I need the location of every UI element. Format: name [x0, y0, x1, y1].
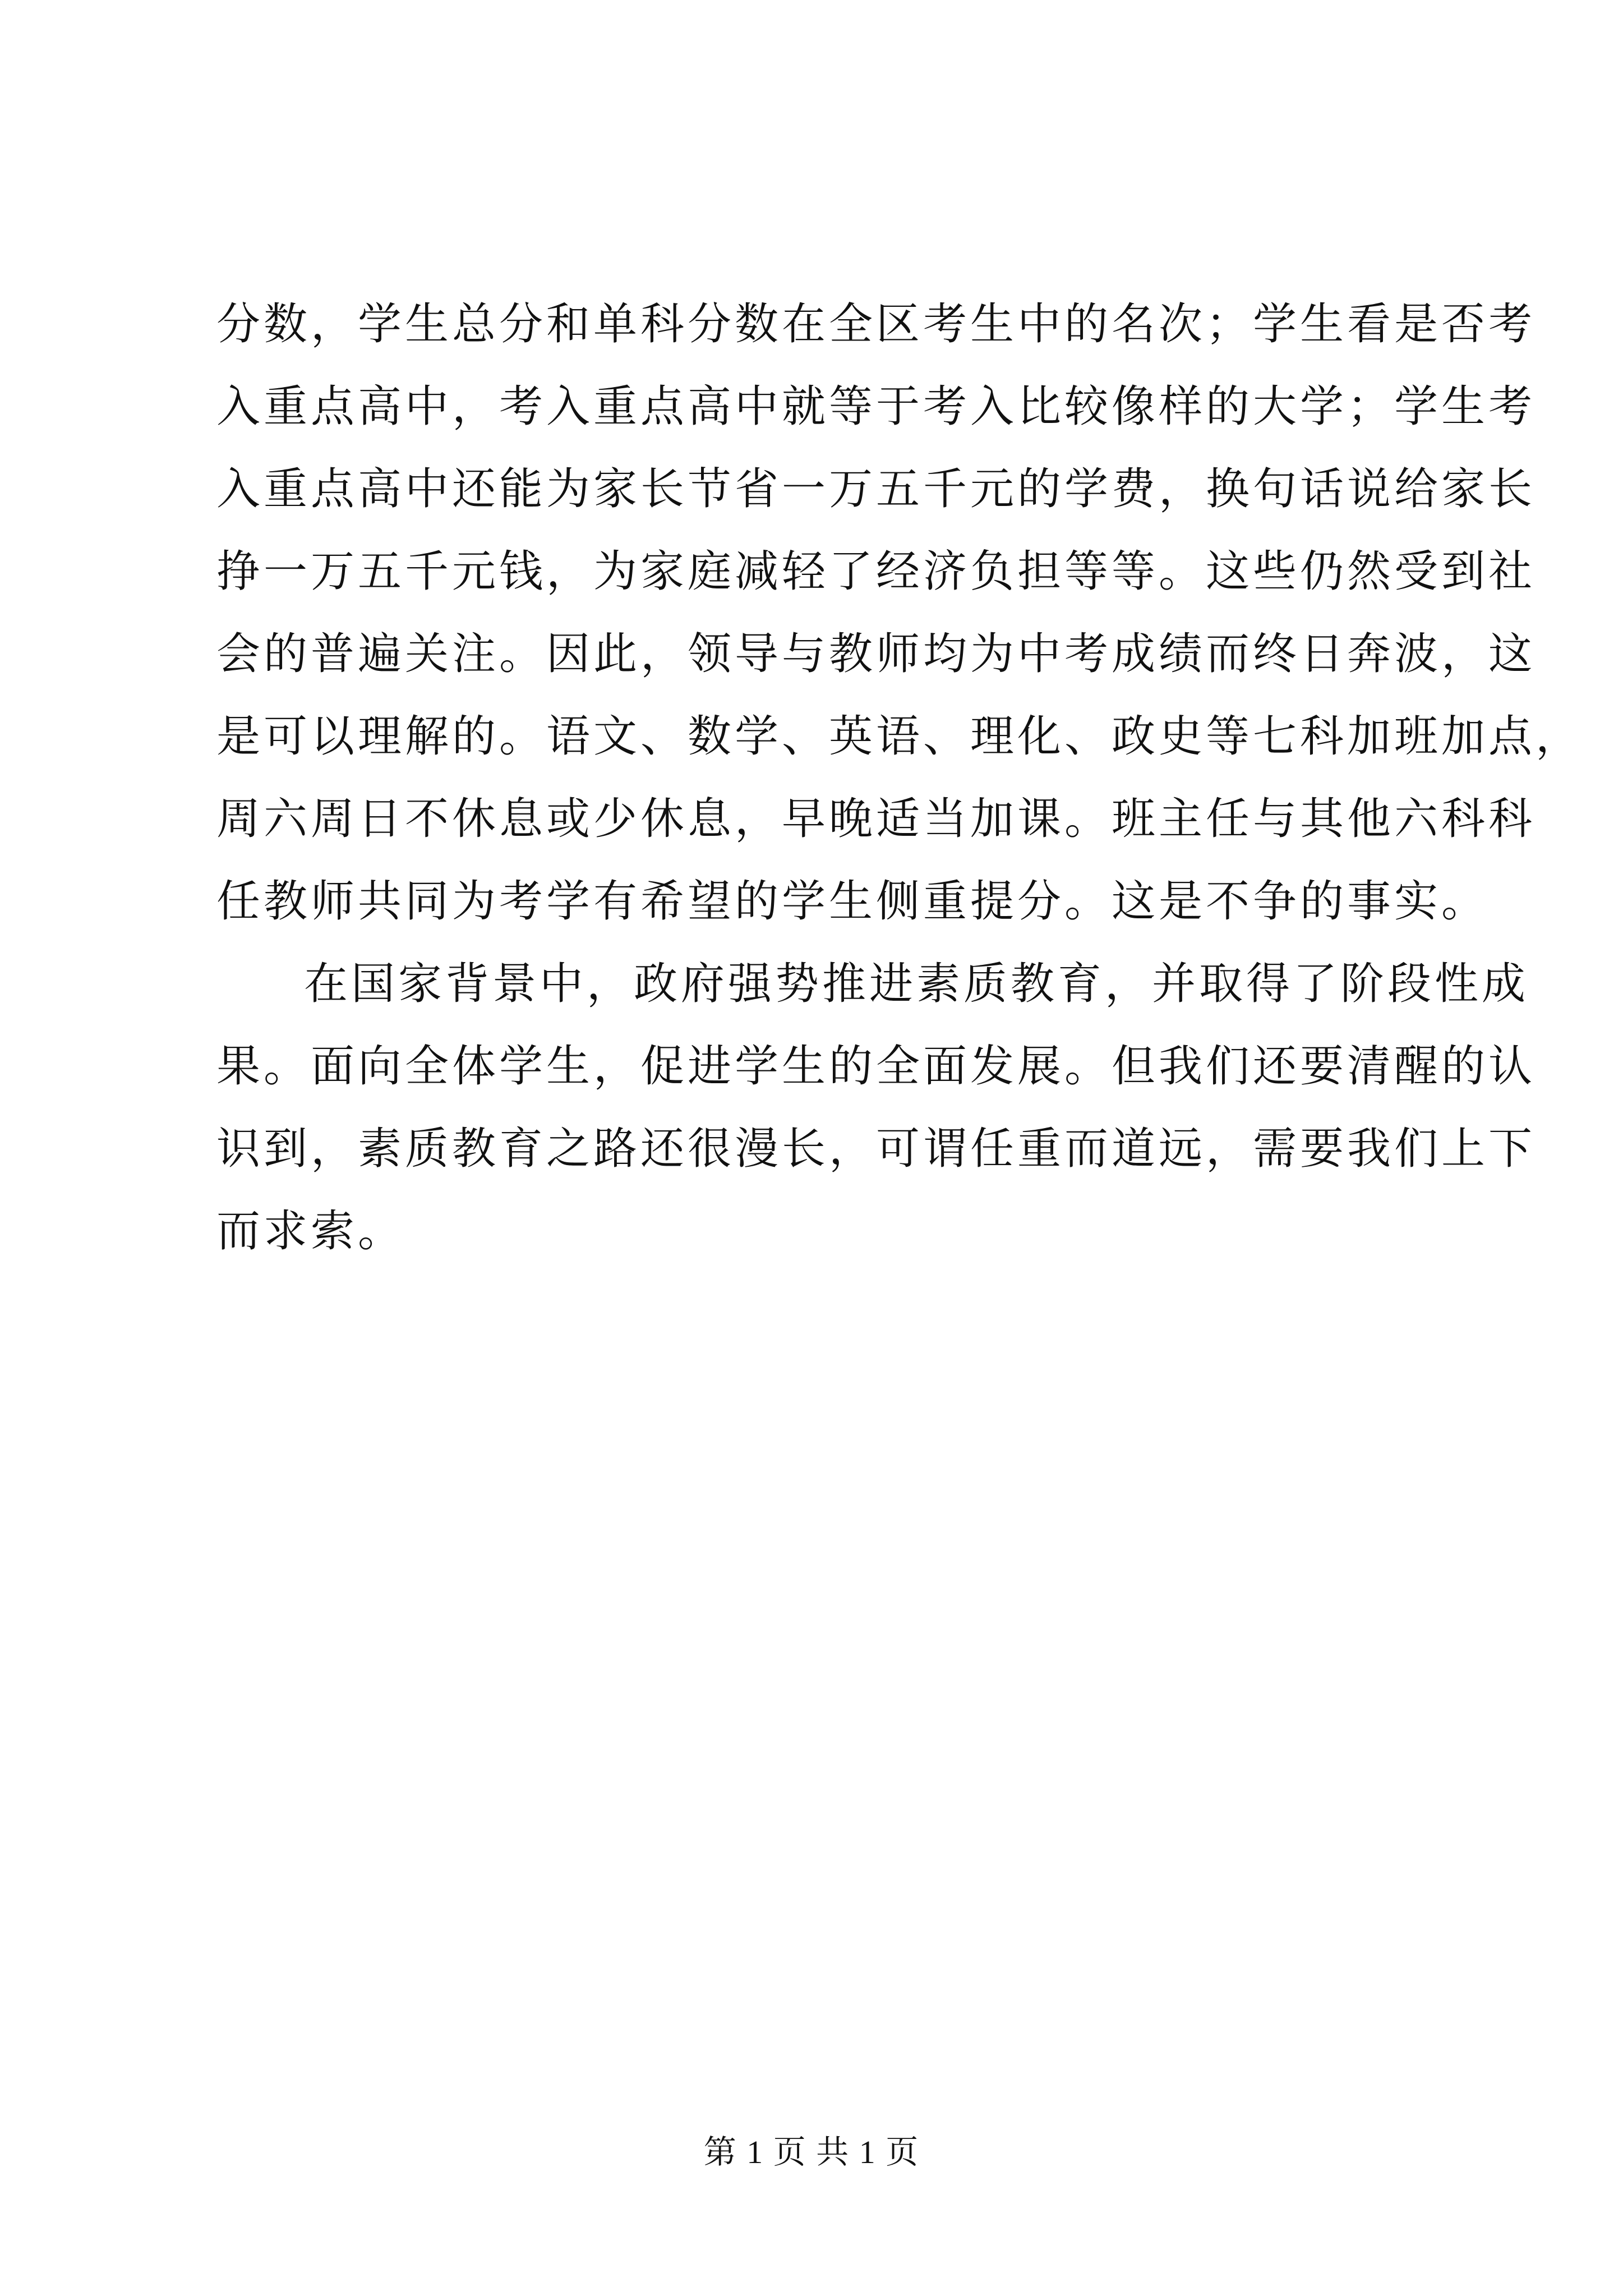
page-number: 第 1 页 共 1 页 — [703, 2134, 920, 2170]
text-line: 而求索。 — [216, 1206, 405, 1257]
text-line: 挣一万五千元钱，为家庭减轻了经济负担等等。这些仍然受到社 — [216, 546, 1536, 597]
text-line: 识到，素质教育之路还很漫长，可谓任重而道远，需要我们上下 — [216, 1124, 1536, 1174]
document-body — [216, 283, 1583, 1273]
page-footer — [0, 2133, 1623, 2172]
text-line: 是可以理解的。语文、数学、英语、理化、政史等七科加班加点， — [216, 711, 1583, 762]
text-line: 会的普遍关注。因此，领导与教师均为中考成绩而终日奔波，这 — [216, 629, 1536, 679]
text-line: 入重点高中，考入重点高中就等于考入比较像样的大学；学生考 — [216, 381, 1536, 432]
text-line: 在国家背景中，政府强势推进素质教育，并取得了阶段性成 — [304, 959, 1529, 1009]
text-line: 任教师共同为考学有希望的学生侧重提分。这是不争的事实。 — [216, 876, 1489, 927]
text-line: 周六周日不休息或少休息，早晚适当加课。班主任与其他六科科 — [216, 794, 1536, 844]
text-line: 果。面向全体学生，促进学生的全面发展。但我们还要清醒的认 — [216, 1041, 1536, 1092]
text-line: 分数，学生总分和单科分数在全区考生中的名次；学生看是否考 — [216, 299, 1536, 349]
text-line: 入重点高中还能为家长节省一万五千元的学费，换句话说给家长 — [216, 464, 1536, 514]
paragraph-1 — [216, 283, 1583, 943]
paragraph-2 — [216, 943, 1536, 1273]
